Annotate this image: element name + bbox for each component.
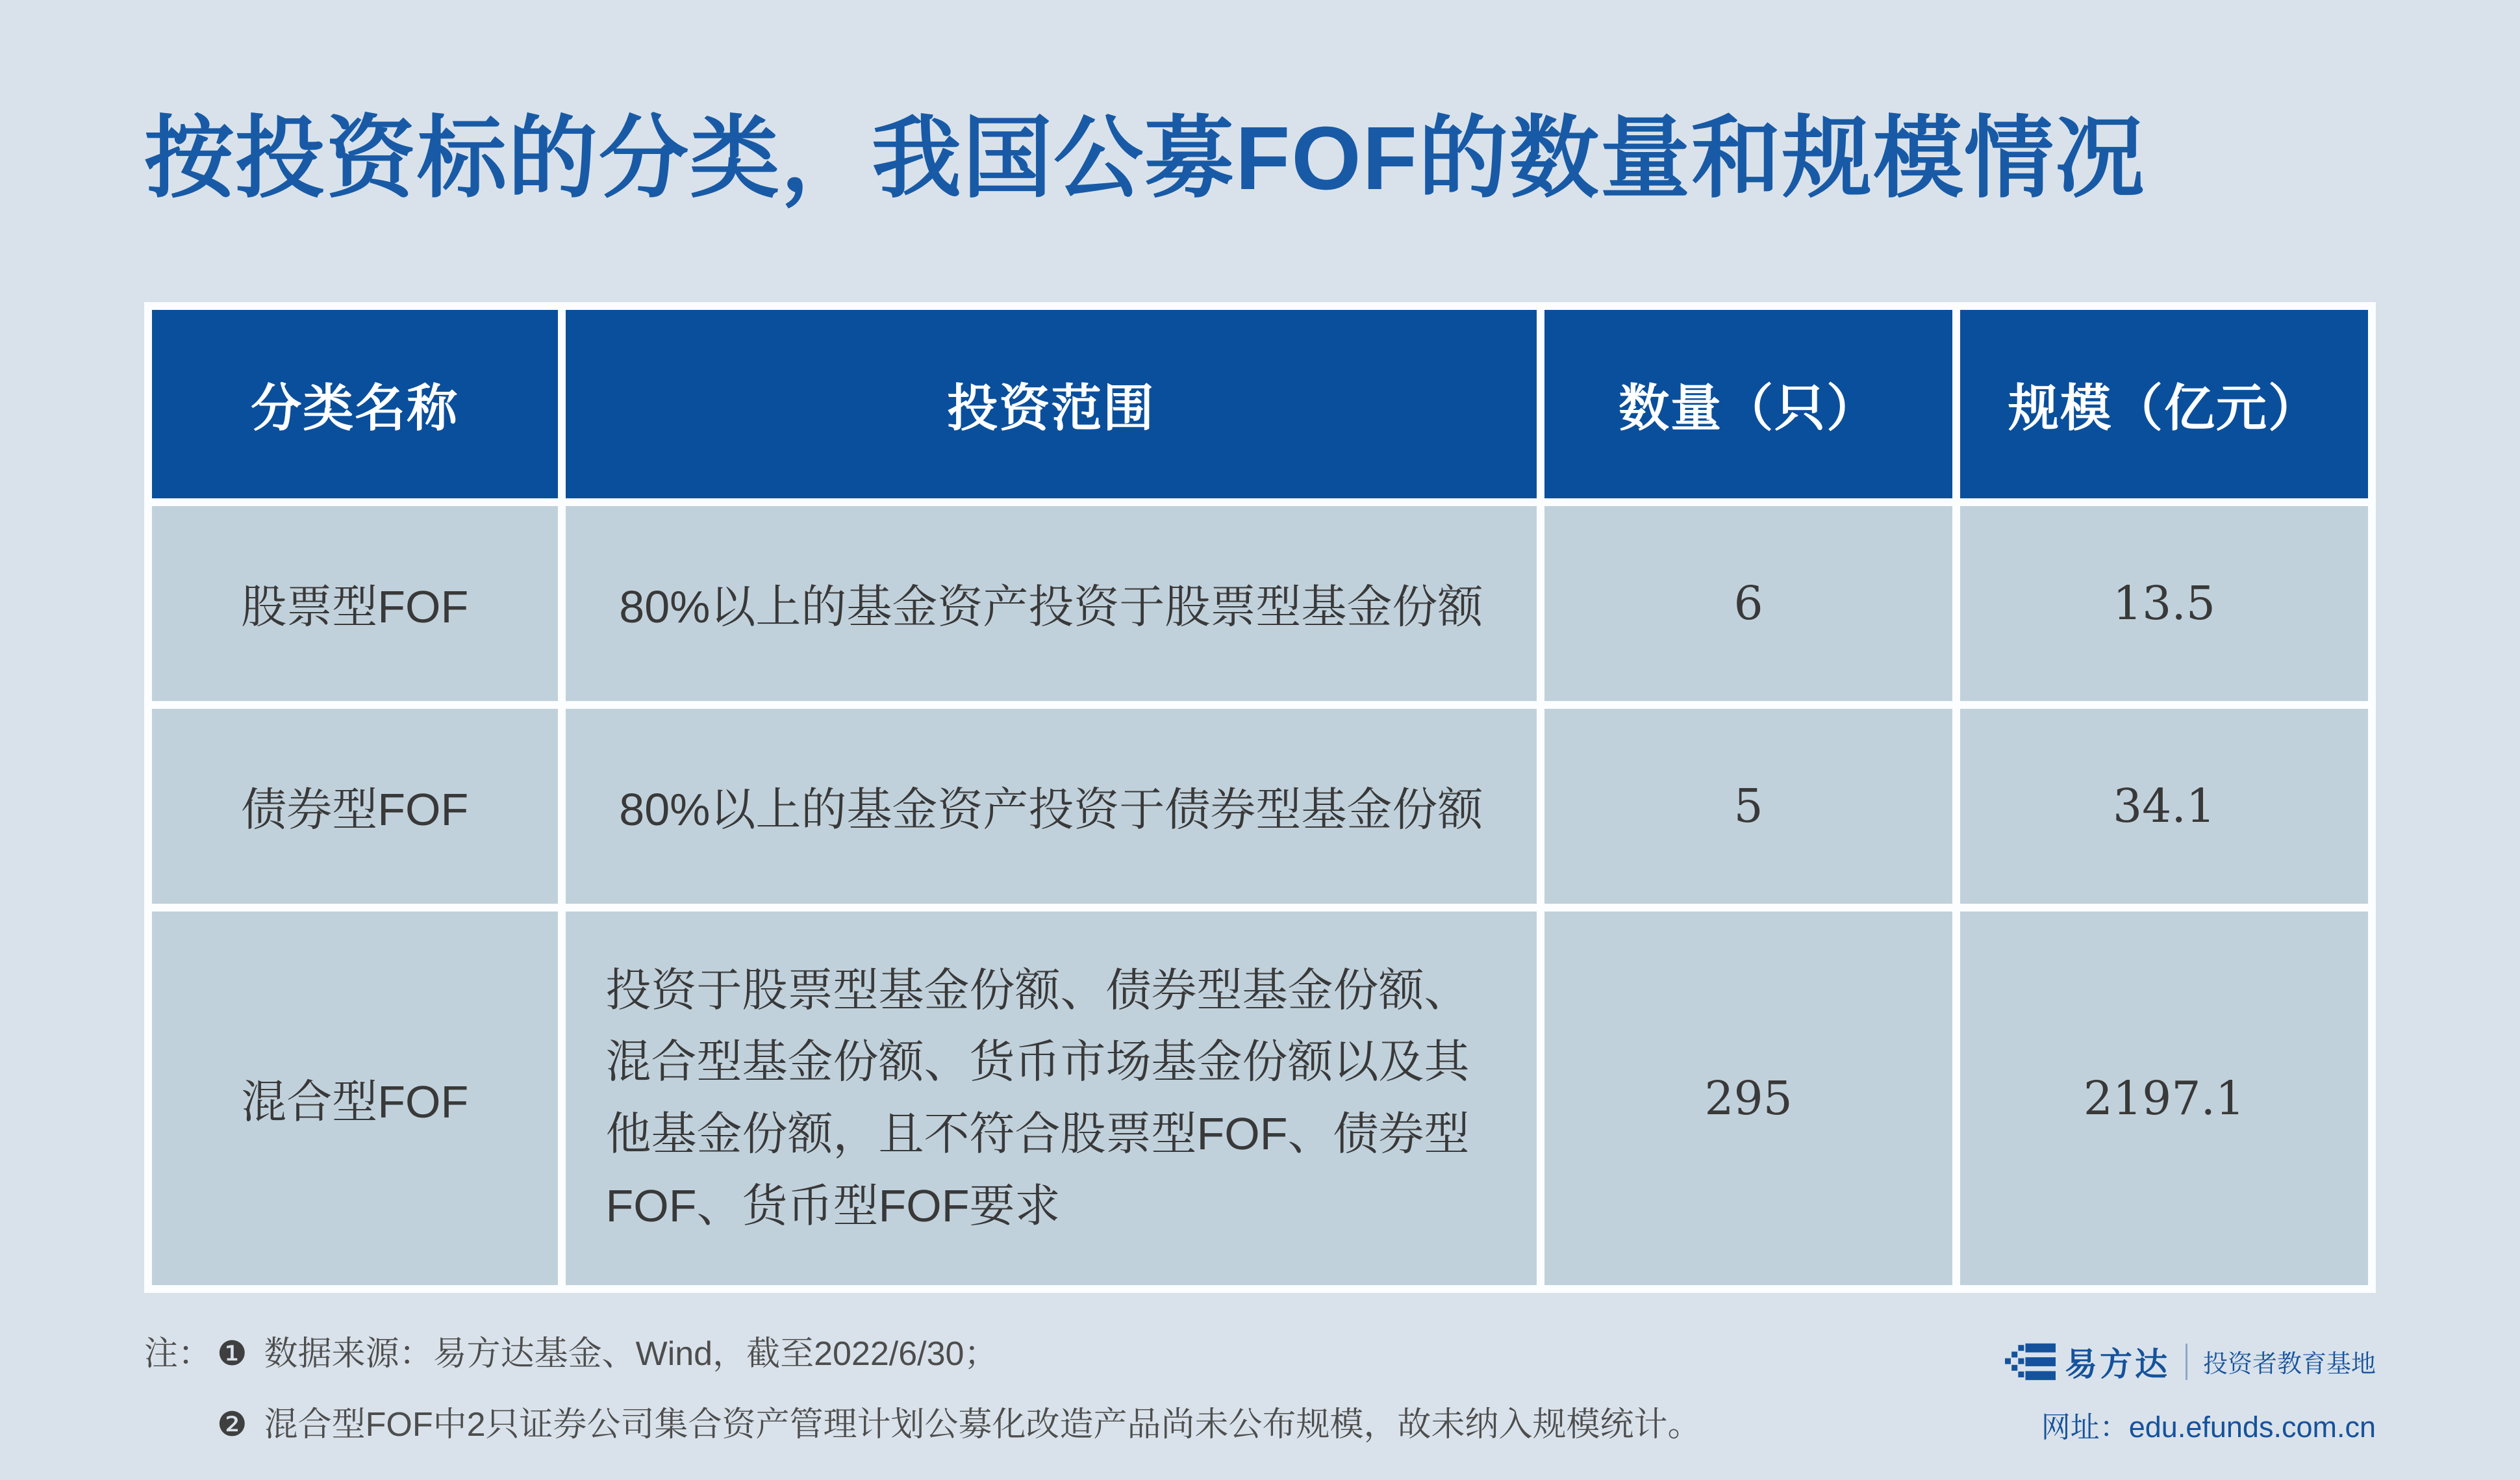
efunds-logo-icon xyxy=(2005,1338,2056,1385)
footnotes xyxy=(144,1333,1702,1446)
cell-category: 债券型FOF xyxy=(152,709,558,904)
cell-count: 6 xyxy=(1544,506,1952,701)
cell-category: 混合型FOF xyxy=(152,912,558,1285)
brand-name: 易方达 xyxy=(2064,1346,2170,1383)
header-cell-count: 数量（只） xyxy=(1544,310,1952,498)
footnote-2-text: 混合型FOF中2只证券公司集合资产管理计划公募化改造产品尚未公布规模，故未纳入规模统计。 xyxy=(264,1405,1702,1444)
header-cell-scope: 投资范围 xyxy=(566,310,1537,498)
cell-scope: 80%以上的基金资产投资于股票型基金份额 xyxy=(566,506,1537,701)
cell-count: 295 xyxy=(1544,912,1952,1285)
cell-scale: 34.1 xyxy=(1960,709,2368,904)
header-cell-category: 分类名称 xyxy=(152,310,558,498)
table-row xyxy=(152,709,2368,904)
header-cell-scale: 规模（亿元） xyxy=(1960,310,2368,498)
brand-line xyxy=(2005,1338,2376,1385)
footnote-1 xyxy=(144,1333,1702,1375)
bottom-area xyxy=(144,1333,2376,1446)
footnote-1-text: 数据来源：易方达基金、Wind，截至2022/6/30； xyxy=(264,1334,998,1373)
brand-divider xyxy=(2186,1344,2187,1380)
cell-category: 股票型FOF xyxy=(152,506,558,701)
table-row xyxy=(152,912,2368,1285)
page-title: 按投资标的分类，我国公募FOF的数量和规模情况 xyxy=(144,108,2146,209)
circled-two-icon: ❷ xyxy=(217,1405,247,1444)
circled-one-icon: ❶ xyxy=(217,1334,247,1373)
cell-count: 5 xyxy=(1544,709,1952,904)
brand-tagline: 投资者教育基地 xyxy=(2202,1351,2376,1378)
table-row xyxy=(152,506,2368,701)
fof-classification-table xyxy=(144,302,2376,1293)
footnote-2 xyxy=(144,1404,1702,1446)
table-header-row xyxy=(152,310,2368,498)
cell-scale: 13.5 xyxy=(1960,506,2368,701)
brand-block xyxy=(2005,1338,2376,1446)
cell-scope: 80%以上的基金资产投资于债券型基金份额 xyxy=(566,709,1537,904)
cell-scale: 2197.1 xyxy=(1960,912,2368,1285)
website-url: 网址：edu.efunds.com.cn xyxy=(2041,1410,2376,1444)
note-label: 注： xyxy=(144,1334,212,1373)
cell-scope: 投资于股票型基金份额、债券型基金份额、混合型基金份额、货币市场基金份额以及其他基金份额，且不符合股票型FOF、债券型FOF、货币型FOF要求 xyxy=(566,912,1537,1285)
